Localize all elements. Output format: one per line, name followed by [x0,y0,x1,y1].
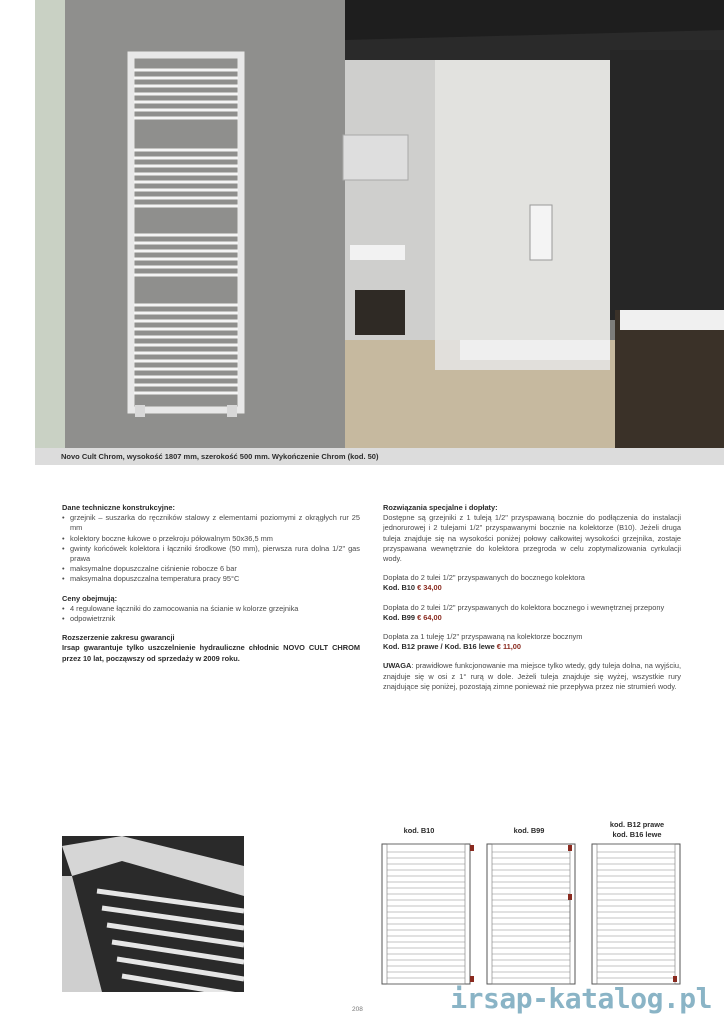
note-text: : prawidłowe funkcjonowanie ma miejsce tylko wtedy, gdy tuleja dolna, na wyjściu, znajduje się w osi z 1° rurą w dole. Jeżeli tuleja znajduje się wyżej, wszystkie rury znajdujące się poniżej, pozostają zimne ponieważ nie przepływa przez nie strumień wody. [383,661,681,691]
list-item: • maksymalne dopuszczalne ciśnienie robocze 6 bar [62,564,360,574]
special-heading: Rozwiązania specjalne i dopłaty: [383,503,498,512]
diagram-label-b99: kod. B99 [513,826,545,835]
bathroom-scene-image [35,0,724,448]
diagram-label-b12-b16 [592,820,682,839]
option-code: Kod. B99 [383,612,416,622]
list-item: • odpowietrznik [62,614,360,624]
hero-photo [35,0,724,448]
option-text: Dopłata do 2 tulei 1/2" przyspawanych do bocznego kolektora [383,573,585,583]
left-column [62,503,360,664]
photo-caption: Novo Cult Chrom, wysokość 1807 mm, szerokość 500 mm. Wykończenie Chrom (kod. 50) [35,448,724,465]
page-number: 208 [352,1006,363,1013]
option-price: € 34,00 [417,583,442,593]
option-code: Kod. B10 [383,583,416,593]
special-text: Dostępne są grzejniki z 1 tuleją 1/2" przyspawaną bocznie do podłączenia do instalacji jednorurowej i 2 tulejami 1/2" przyspawanymi bocznie na kolektorze (B10). Jeżeli druga tuleja znajduje się na wysokości poniżej połowy całkowitej wysokości grzejnika, zostaje przyspawana wewnętrznie do kolektora przegroda w celu zoptymalizowania cyrkulacji wody. [383,513,681,564]
warranty-text: Irsap gwarantuje tylko uszczelnienie hydrauliczne chłodnic NOVO CULT CHROM przez 10 lat, począwszy od sprzedaży w 2009 roku. [62,643,360,663]
price-includes-list [62,604,360,624]
diagram-b10 [382,844,474,984]
option-price: € 11,00 [496,642,522,652]
watermark: irsap-katalog.pl [450,982,712,1015]
option-b10 [383,573,681,593]
list-item: • gwinty końcówek kolektora i łączniki środkowe (50 mm), pierwsza rura dolna 1/2" gas prawa [62,544,360,564]
connection-diagrams [370,820,690,990]
diagram-b99 [487,844,575,984]
diagram-b12-b16 [592,844,680,984]
option-b99 [383,603,681,623]
radiator-closeup-image [62,836,244,992]
list-item: • kolektory boczne łukowe o przekroju półowalnym 50x36,5 mm [62,534,360,544]
option-text: Dopłata do 2 tulei 1/2" przyspawanych do kolektora bocznego i wewnętrznej przepony [383,602,665,612]
list-item: • maksymalna dopuszczalna temperatura pracy 95°C [62,574,360,584]
note [383,661,681,692]
tech-list [62,513,360,584]
option-code: Kod. B12 prawe / Kod. B16 lewe [383,642,495,652]
detail-photo [62,836,244,992]
right-column [383,503,681,692]
option-b12-b16 [383,632,681,652]
list-item: • grzejnik – suszarka do ręczników stalowy z elementami poziomymi z okrągłych rur 25 mm [62,513,360,533]
tech-heading: Dane techniczne konstrukcyjne: [62,503,175,512]
label-line: kod. B16 lewe [612,829,662,839]
label-line: kod. B12 prawe [609,820,665,829]
diagram-drawings [370,842,690,992]
note-label: UWAGA [383,661,412,671]
price-includes-heading: Ceny obejmują: [62,593,118,603]
option-price: € 64,00 [417,612,442,622]
option-text: Dopłata za 1 tuleję 1/2" przyspawaną na kolektorze bocznym [383,632,583,642]
diagram-label-b10: kod. B10 [403,826,435,835]
warranty-heading: Rozszerzenie zakresu gwarancji [62,633,175,643]
list-item: • 4 regulowane łączniki do zamocowania na ścianie w kolorze grzejnika [62,604,360,614]
